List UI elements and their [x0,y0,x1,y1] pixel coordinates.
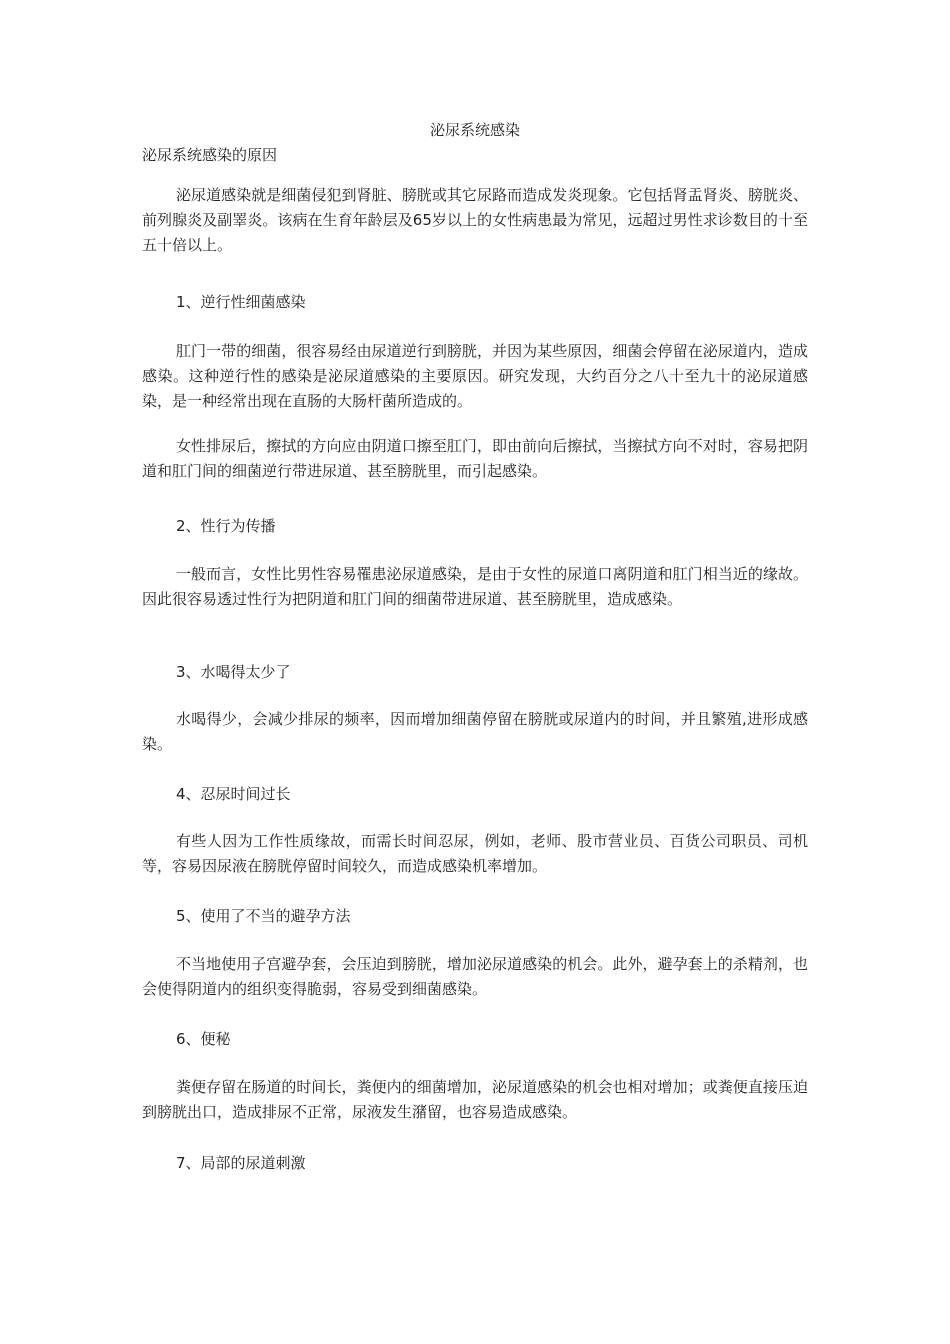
item-1-paragraph-2: 女性排尿后，擦拭的方向应由阴道口擦至肛门，即由前向后擦拭，当擦拭方向不对时，容易把阴道和肛门间的细菌逆行带进尿道、甚至膀胱里，而引起感染。 [142,437,808,480]
item-heading-4: 4、忍尿时间过长 [176,785,291,803]
item-heading-2: 2、性行为传播 [176,517,276,535]
document-title: 泌尿系统感染 [429,121,520,139]
item-heading-1: 1、逆行性细菌感染 [176,293,306,311]
item-6-paragraph-1: 粪便存留在肠道的时间长，粪便内的细菌增加，泌尿道感染的机会也相对增加；或粪便直接压迫到膀胱出口，造成排尿不正常，尿液发生潴留，也容易造成感染。 [142,1078,808,1121]
item-3-paragraph-1: 水喝得少，会减少排尿的频率，因而增加细菌停留在膀胱或尿道内的时间，并且繁殖,进形成感染。 [142,710,808,753]
item-heading-7: 7、局部的尿道刺激 [176,1154,306,1172]
item-heading-5: 5、使用了不当的避孕方法 [176,907,351,925]
item-5-paragraph-1: 不当地使用子宫避孕套，会压迫到膀胱，增加泌尿道感染的机会。此外，避孕套上的杀精剂，也会使得阴道内的组织变得脆弱，容易受到细菌感染。 [142,955,808,998]
item-4-paragraph-1: 有些人因为工作性质缘故，而需长时间忍尿，例如，老师、股市营业员、百货公司职员、司机等，容易因尿液在膀胱停留时间较久，而造成感染机率增加。 [142,832,808,875]
item-2-paragraph-1: 一般而言，女性比男性容易罹患泌尿道感染，是由于女性的尿道口离阴道和肛门相当近的缘故。因此很容易透过性行为把阴道和肛门间的细菌带进尿道、甚至膀胱里，造成感染。 [142,565,808,608]
item-1-paragraph-1: 肛门一带的细菌，很容易经由尿道逆行到膀胱，并因为某些原因，细菌会停留在泌尿道内，造成感染。这种逆行性的感染是泌尿道感染的主要原因。研究发现，大约百分之八十至九十的泌尿道感染，是一种经常出现在直肠的大肠杆菌所造成的。 [142,342,808,410]
section-title: 泌尿系统感染的原因 [142,146,278,164]
item-heading-6: 6、便秘 [176,1030,231,1048]
item-heading-3: 3、水喝得太少了 [176,663,291,681]
intro-paragraph: 泌尿道感染就是细菌侵犯到肾脏、膀胱或其它尿路而造成发炎现象。它包括肾盂肾炎、膀胱炎、前列腺炎及副睪炎。该病在生育年龄层及65岁以上的女性病患最为常见，远超过男性求诊数目的十至五十倍以上。 [142,186,808,254]
